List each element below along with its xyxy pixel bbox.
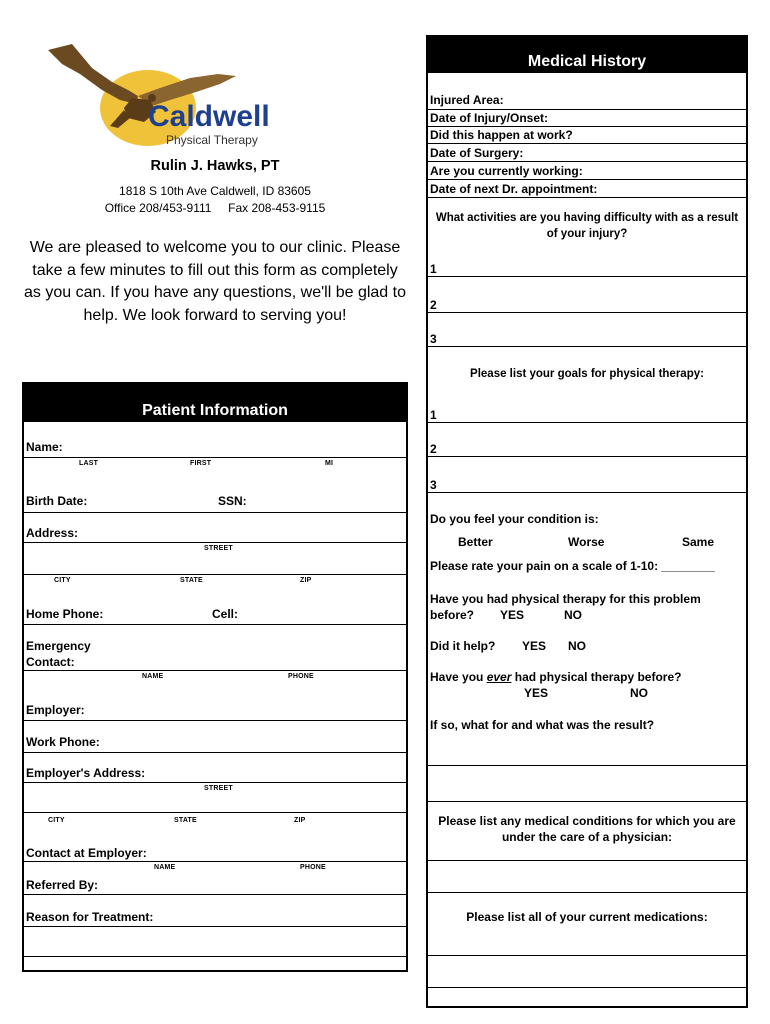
ever-pt-no-option[interactable]: NO	[630, 686, 648, 700]
employer-label: Employer:	[26, 703, 85, 717]
phone-line[interactable]	[24, 624, 406, 625]
birth-date-label: Birth Date:	[26, 494, 88, 508]
pt-before-yes-option[interactable]: YES	[500, 608, 525, 622]
activity-line-2[interactable]	[428, 312, 746, 313]
name-label: Name:	[26, 440, 63, 454]
activity-number-3: 3	[430, 332, 437, 346]
emp-city-state-zip-line[interactable]	[24, 812, 406, 813]
clinic-logo	[40, 38, 290, 153]
activities-question: What activities are you having difficulty with as a result of your injury?	[435, 212, 739, 240]
goal-line-1[interactable]	[428, 422, 746, 423]
street-sublabel: STREET	[204, 545, 233, 552]
medications-line-2[interactable]	[428, 987, 746, 988]
contact-employer-line[interactable]	[24, 861, 406, 862]
help-question: Did it help?	[430, 639, 496, 653]
home-phone-label: Home Phone:	[26, 607, 104, 621]
help-no-option[interactable]: NO	[568, 639, 586, 653]
at-work-label: Did this happen at work?	[430, 128, 573, 142]
address-label: Address:	[26, 526, 79, 540]
emp-zip-sublabel: ZIP	[294, 817, 306, 824]
patient-information-title: Patient Information	[24, 384, 406, 422]
date-surgery-label: Date of Surgery:	[430, 146, 524, 160]
goal-number-1: 1	[430, 408, 437, 422]
cell-label: Cell:	[212, 607, 239, 621]
emergency-phone-sublabel: PHONE	[288, 673, 314, 680]
emp-city-sublabel: CITY	[48, 817, 65, 824]
eagle-sun-logo-icon	[40, 38, 290, 153]
working-line[interactable]	[428, 179, 746, 180]
clinic-phones: Office 208/453-9111 Fax 208-453-9115	[104, 201, 326, 215]
at-work-line[interactable]	[428, 143, 746, 144]
state-sublabel: STATE	[180, 577, 203, 584]
ssn-label: SSN:	[218, 494, 247, 508]
first-sublabel: FIRST	[190, 460, 212, 467]
result-line-2[interactable]	[428, 801, 746, 802]
referred-by-label: Referred By:	[26, 878, 99, 892]
address-line[interactable]	[24, 542, 406, 543]
emp-street-sublabel: STREET	[204, 785, 233, 792]
city-sublabel: CITY	[54, 577, 71, 584]
medications-line-1[interactable]	[428, 955, 746, 956]
reason-line-1[interactable]	[24, 926, 406, 927]
pain-scale-question: Please rate your pain on a scale of 1-10: ________	[430, 559, 715, 573]
logo-brand-text: Caldwell	[148, 100, 270, 133]
medical-history-title: Medical History	[428, 37, 746, 73]
ever-pt-question: Have you ever had physical therapy before?	[430, 670, 682, 684]
work-phone-line[interactable]	[24, 752, 406, 753]
name-line[interactable]	[24, 457, 406, 458]
conditions-line-1[interactable]	[428, 860, 746, 861]
therapist-name: Rulin J. Hawks, PT	[150, 158, 280, 174]
activity-line-3[interactable]	[428, 346, 746, 347]
welcome-message: We are pleased to welcome you to our clinic. Please take a few minutes to fill out this form as completely as you can. If you have any questions, we'll be glad to help. We look forward to serving you!	[24, 239, 406, 324]
pt-before-no-option[interactable]: NO	[564, 608, 582, 622]
emergency-line[interactable]	[24, 670, 406, 671]
injured-area-label: Injured Area:	[430, 93, 504, 107]
clinic-address: 1818 S 10th Ave Caldwell, ID 83605	[119, 184, 311, 198]
contact-name-sublabel: NAME	[154, 864, 176, 871]
employer-address-line[interactable]	[24, 782, 406, 783]
goals-question: Please list your goals for physical therapy:	[470, 368, 704, 380]
birth-ssn-line[interactable]	[24, 512, 406, 513]
condition-worse-option[interactable]: Worse	[568, 535, 605, 549]
mi-sublabel: MI	[325, 460, 334, 467]
employer-line[interactable]	[24, 720, 406, 721]
next-appt-line[interactable]	[428, 197, 746, 198]
reason-line-2[interactable]	[24, 956, 406, 957]
date-surgery-line[interactable]	[428, 161, 746, 162]
emergency-label-2: Contact:	[26, 655, 75, 669]
work-phone-label: Work Phone:	[26, 735, 100, 749]
zip-sublabel: ZIP	[300, 577, 312, 584]
pt-before-question-2: before?	[430, 608, 475, 622]
emp-state-sublabel: STATE	[174, 817, 197, 824]
activity-number-2: 2	[430, 298, 437, 312]
conditions-line-2[interactable]	[428, 892, 746, 893]
contact-employer-label: Contact at Employer:	[26, 846, 147, 860]
referred-by-line[interactable]	[24, 894, 406, 895]
ever-emphasis: ever	[486, 670, 512, 684]
pt-before-question-1: Have you had physical therapy for this problem	[430, 592, 701, 606]
employer-address-label: Employer's Address:	[26, 766, 146, 780]
reason-label: Reason for Treatment:	[26, 910, 154, 924]
condition-better-option[interactable]: Better	[458, 535, 493, 549]
goal-number-3: 3	[430, 478, 437, 492]
date-injury-label: Date of Injury/Onset:	[430, 111, 549, 125]
activity-line-1[interactable]	[428, 276, 746, 277]
medications-question: Please list all of your current medications:	[466, 910, 708, 924]
conditions-question: Please list any medical conditions for which you are under the care of a physician:	[438, 814, 736, 844]
patient-information-section	[22, 382, 408, 972]
result-line-1[interactable]	[428, 765, 746, 766]
goal-line-3[interactable]	[428, 492, 746, 493]
result-question: If so, what for and what was the result?	[430, 718, 655, 732]
working-label: Are you currently working:	[430, 164, 583, 178]
condition-question: Do you feel your condition is:	[430, 512, 599, 526]
activity-number-1: 1	[430, 262, 437, 276]
last-sublabel: LAST	[79, 460, 99, 467]
condition-same-option[interactable]: Same	[682, 535, 715, 549]
logo-tagline-text: Physical Therapy	[166, 133, 258, 147]
emergency-name-sublabel: NAME	[142, 673, 164, 680]
goal-number-2: 2	[430, 442, 437, 456]
help-yes-option[interactable]: YES	[522, 639, 547, 653]
emergency-label-1: Emergency	[26, 639, 91, 653]
city-state-zip-line[interactable]	[24, 574, 406, 575]
goal-line-2[interactable]	[428, 456, 746, 457]
contact-phone-sublabel: PHONE	[300, 864, 326, 871]
next-appt-label: Date of next Dr. appointment:	[430, 182, 598, 196]
medical-history-section	[426, 35, 748, 1008]
ever-pt-yes-option[interactable]: YES	[524, 686, 549, 700]
